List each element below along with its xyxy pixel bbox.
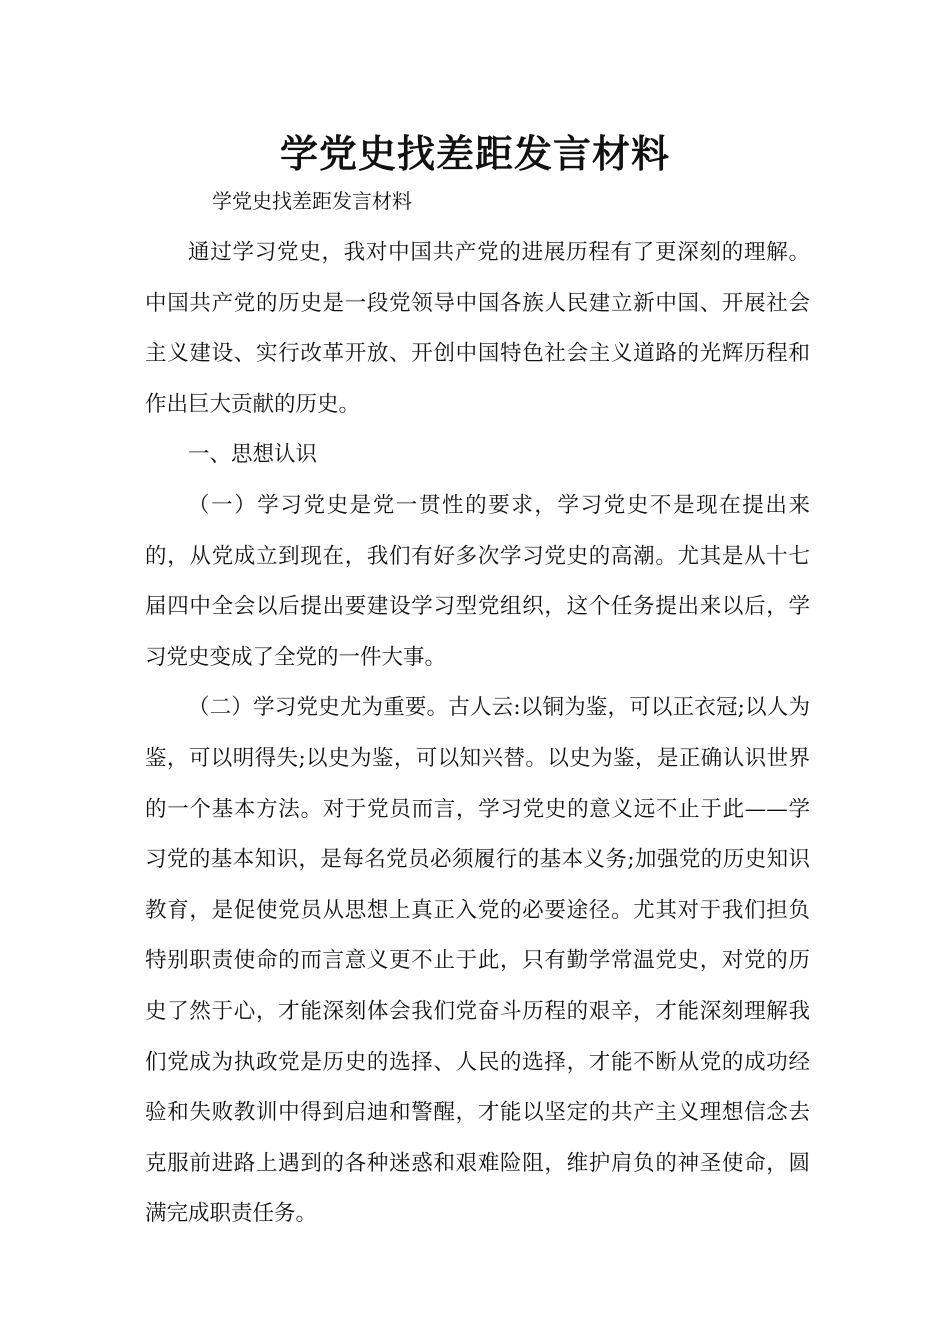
- section-heading-thinking: 一、思想认识: [188, 442, 318, 468]
- document-subtitle: 学党史找差距发言材料: [212, 189, 412, 213]
- paragraph-intro: 通过学习党史，我对中国共产党的进展历程有了更深刻的理解。中国共产党的历史是一段党领导中国各族人民建立新中国、开展社会主义建设、实行改革开放、开创中国特色社会主义道路的光辉历程和作出巨大贡献的历史。: [145, 240, 810, 417]
- paragraph-point-two: （二）学习党史尤为重要。古人云:以铜为鉴，可以正衣冠;以人为鉴，可以明得失;以史为鉴，可以知兴替。以史为鉴，是正确认识世界的一个基本方法。对于党员而言，学习党史的意义远不止于此——学习党的基本知识，是每名党员必须履行的基本义务;加强党的历史知识教育，是促使党员从思想上真正入党的必要途径。尤其对于我们担负特别职责使命的而言意义更不止于此，只有勤学常温党史，对党的历史了然于心，才能深刻体会我们党奋斗历程的艰辛，才能深刻理解我们党成为执政党是历史的选择、人民的选择，才能不断从党的成功经验和失败教训中得到启迪和警醒，才能以坚定的共产主义理想信念去克服前进路上遇到的各种迷惑和艰难险阻，维护肩负的神圣使命，圆满完成职责任务。: [145, 695, 810, 1227]
- document-body: [145, 228, 810, 1240]
- paragraph-point-one: （一）学习党史是党一贯性的要求，学习党史不是现在提出来的，从党成立到现在，我们有好多次学习党史的高潮。尤其是从十七届四中全会以后提出要建设学习型党组织，这个任务提出来以后，学习党史变成了全党的一件大事。: [145, 492, 810, 670]
- document-title: 学党史找差距发言材料: [279, 132, 670, 176]
